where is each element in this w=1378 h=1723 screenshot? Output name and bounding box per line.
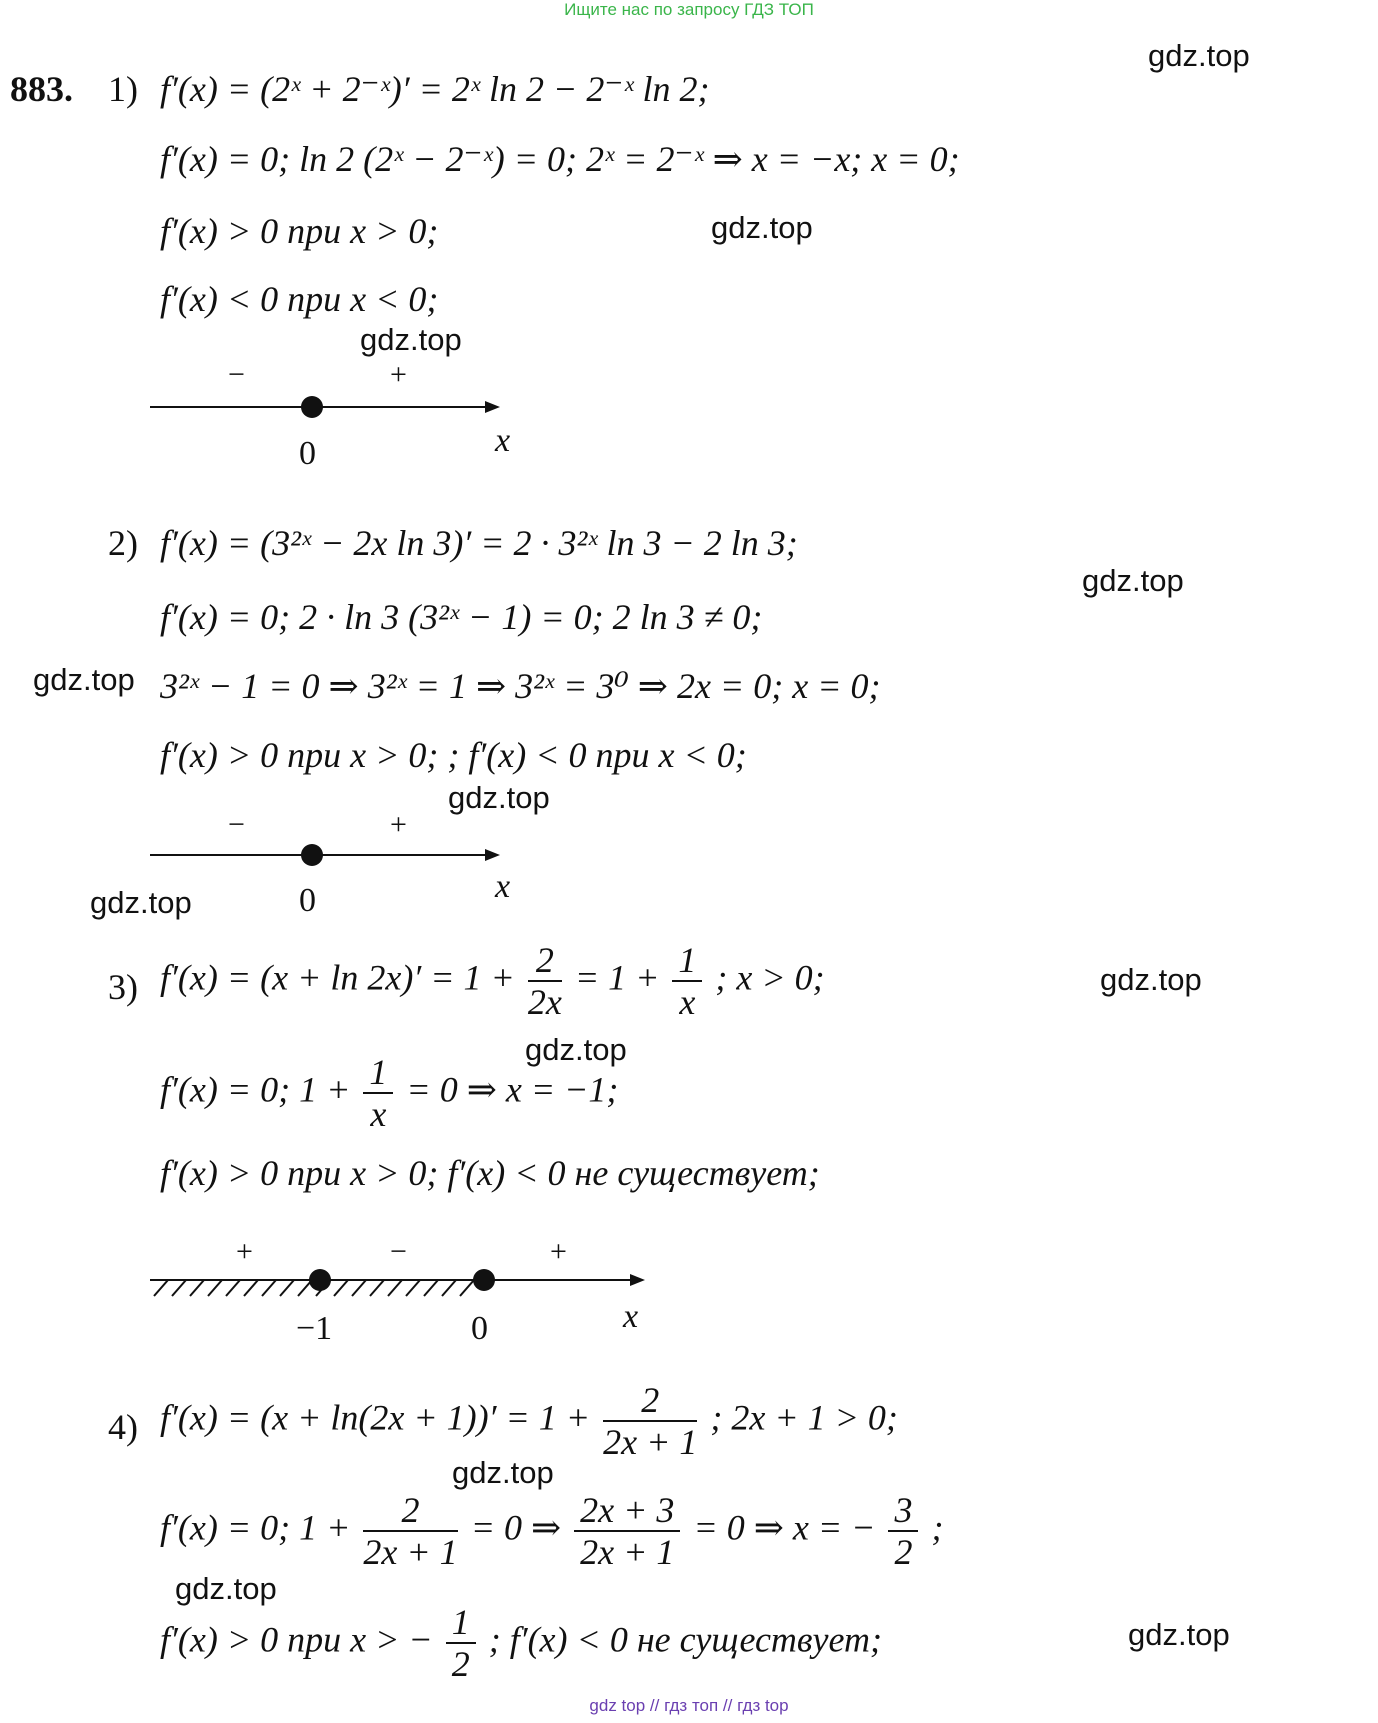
- part3-sign-minus: −: [390, 1235, 407, 1268]
- watermark: gdz.top: [1100, 962, 1202, 997]
- watermark: gdz.top: [525, 1032, 627, 1067]
- fraction: $\frac{2}{2x + 1}$: [363, 1490, 458, 1572]
- part2-sign-minus: −: [228, 808, 245, 841]
- part3-point-0: [473, 1269, 495, 1291]
- part1-axis-var: x: [495, 422, 511, 459]
- part3-label: 3): [108, 967, 138, 1007]
- watermark: gdz.top: [175, 1571, 277, 1606]
- fraction: $\frac{2}{2x}$: [527, 940, 562, 1022]
- part3-line3: f′(x) > 0 при x > 0; f′(x) < 0 не существует;: [160, 1153, 820, 1193]
- part1-sign-plus: +: [390, 358, 407, 391]
- fraction: $\frac{2}{2x + 1}$: [603, 1380, 698, 1462]
- part4-label: 4): [108, 1407, 138, 1447]
- part3-point2-label: 0: [471, 1310, 488, 1347]
- watermark: gdz.top: [90, 885, 192, 920]
- part4-line3: f′(x) > 0 при x > − $\frac{1}{2}$ ; f′(x) < 0 не существует;: [160, 1602, 883, 1684]
- watermark: gdz.top: [33, 662, 135, 697]
- part2-line3: 3²ˣ − 1 = 0 ⇒ 3²ˣ = 1 ⇒ 3²ˣ = 3⁰ ⇒ 2x = 0; x = 0;: [160, 666, 881, 706]
- part3-sign-plus: +: [236, 1235, 253, 1268]
- part1-line2: f′(x) = 0; ln 2 (2ˣ − 2⁻ˣ) = 0; 2ˣ = 2⁻ˣ ⇒ x = −x; x = 0;: [160, 139, 960, 179]
- part2-number-line: [150, 843, 500, 873]
- top-search-banner: Ищите нас по запросу ГДЗ ТОП: [564, 0, 814, 19]
- part1-point: [301, 396, 323, 418]
- part2-sign-plus: +: [390, 808, 407, 841]
- part2-point: [301, 844, 323, 866]
- part2-line1: f′(x) = (3²ˣ − 2x ln 3)′ = 2 · 3²ˣ ln 3 − 2 ln 3;: [160, 523, 798, 563]
- part3-axis-var: x: [623, 1298, 639, 1335]
- part3-number-line: [150, 1268, 645, 1308]
- part1-line4: f′(x) < 0 при x < 0;: [160, 279, 439, 319]
- fraction: $\frac{1}{x}$: [672, 940, 702, 1022]
- part2-line4: f′(x) > 0 при x > 0; ; f′(x) < 0 при x < 0;: [160, 735, 747, 775]
- watermark: gdz.top: [1148, 38, 1250, 73]
- bottom-banner: gdz top // гдз топ // гдз top: [589, 1696, 789, 1715]
- fraction: $\frac{3}{2}$: [888, 1490, 918, 1572]
- watermark: gdz.top: [711, 210, 813, 245]
- part2-axis-var: x: [495, 868, 511, 905]
- problem-number: 883.: [10, 69, 73, 109]
- part3-line2: f′(x) = 0; 1 + $\frac{1}{x}$ = 0 ⇒ x = −1;: [160, 1052, 619, 1134]
- watermark: gdz.top: [360, 322, 462, 357]
- watermark: gdz.top: [452, 1455, 554, 1490]
- watermark: gdz.top: [1082, 563, 1184, 598]
- part1-sign-minus: −: [228, 358, 245, 391]
- watermark: gdz.top: [448, 780, 550, 815]
- fraction: $\frac{1}{2}$: [446, 1602, 476, 1684]
- part1-number-line: [150, 395, 500, 425]
- part2-line2: f′(x) = 0; 2 · ln 3 (3²ˣ − 1) = 0; 2 ln 3 ≠ 0;: [160, 597, 763, 637]
- part3-sign-plus: +: [550, 1235, 567, 1268]
- part3-point1-label: −1: [296, 1310, 333, 1347]
- fraction: $\frac{1}{x}$: [363, 1052, 393, 1134]
- part2-label: 2): [108, 523, 138, 563]
- part2-point-label: 0: [299, 882, 316, 919]
- watermark: gdz.top: [1128, 1617, 1230, 1652]
- part1-label: 1): [108, 69, 138, 109]
- part3-line1: f′(x) = (x + ln 2x)′ = 1 + $\frac{2}{2x}$ = 1 + $\frac{1}{x}$ ; x > 0;: [160, 940, 825, 1022]
- part4-line2: f′(x) = 0; 1 + $\frac{2}{2x + 1}$ = 0 ⇒ $\frac{2x + 3}{2x + 1}$ = 0 ⇒ x = − $\frac{3}{2}$ ;: [160, 1490, 944, 1572]
- fraction: $\frac{2x + 3}{2x + 1}$: [574, 1490, 680, 1572]
- part1-line1: f′(x) = (2ˣ + 2⁻ˣ)′ = 2ˣ ln 2 − 2⁻ˣ ln 2;: [160, 69, 710, 109]
- part1-line3: f′(x) > 0 при x > 0;: [160, 211, 439, 251]
- part3-point-minus1: [309, 1269, 331, 1291]
- part4-line1: f′(x) = (x + ln(2x + 1))′ = 1 + $\frac{2}{2x + 1}$ ; 2x + 1 > 0;: [160, 1380, 898, 1462]
- part1-point-label: 0: [299, 435, 316, 472]
